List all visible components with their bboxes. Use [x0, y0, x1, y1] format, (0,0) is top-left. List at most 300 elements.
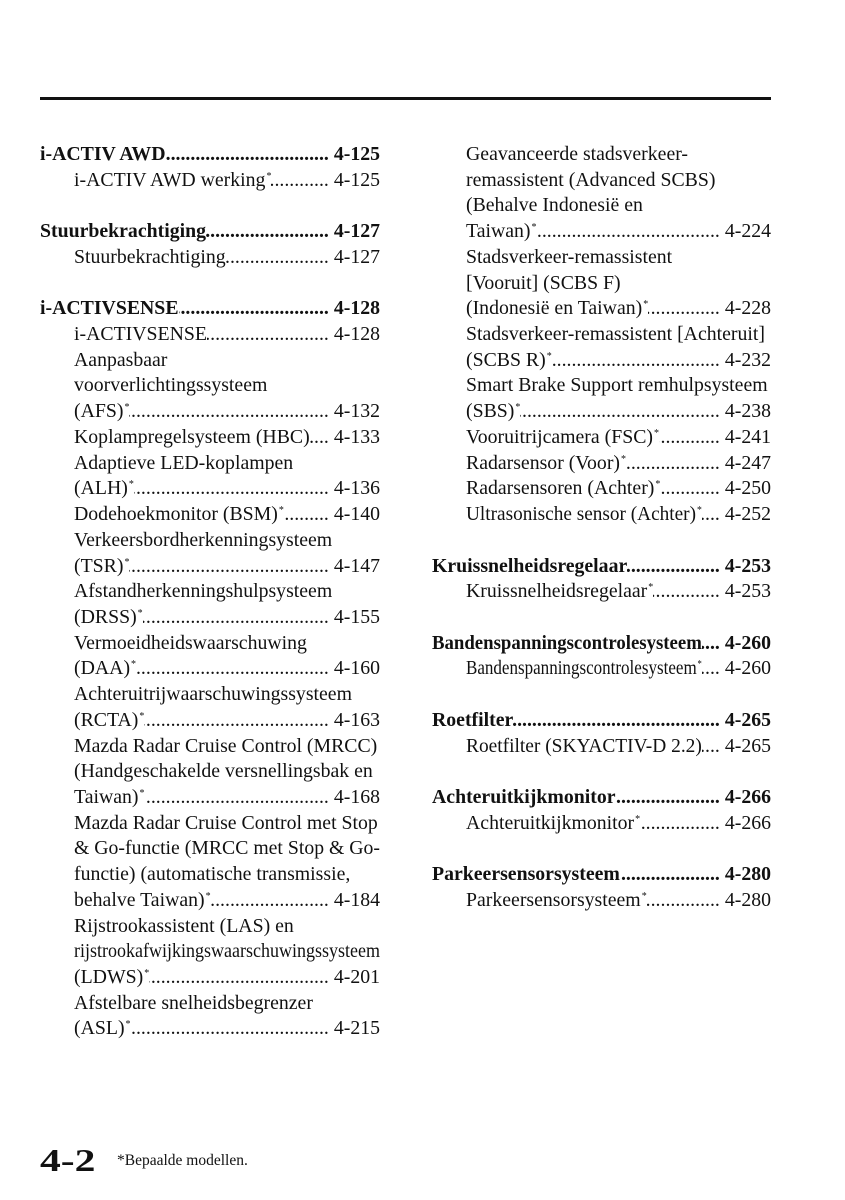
footnote-asterisk: * [655, 479, 661, 491]
entry-text: i-ACTIVSENSE [74, 323, 207, 346]
section-title-box [432, 554, 627, 580]
entry-text-box [466, 734, 702, 760]
section-page-number: 4-280 [724, 863, 771, 886]
section-title-group [432, 862, 620, 888]
entry-text: Stadsverkeer-remassistent [Achteruit] [466, 323, 765, 346]
entry-text-group [74, 811, 378, 837]
entry-text: Roetfilter (SKYACTIV-D 2.2) [466, 734, 702, 757]
entry-text: Dodehoekmonitor (BSM) [74, 503, 278, 526]
toc-section-heading [432, 554, 771, 580]
entry-text-group [466, 888, 647, 914]
entry-text: (Indonesië en Taiwan) [466, 297, 643, 320]
entry-text-box [74, 811, 378, 837]
entry-page-number: 4-132 [333, 400, 380, 423]
entry-text: Afstelbare snelheidsbegrenzer [74, 991, 313, 1014]
toc-entry-line [466, 888, 771, 914]
entry-text-group [74, 1016, 131, 1042]
footnote-text: *Bepaalde modellen. [117, 1152, 248, 1169]
toc-entry [74, 914, 380, 991]
toc-entry-line [466, 168, 771, 194]
toc-section-heading [40, 219, 380, 245]
dot-leader [134, 476, 329, 502]
toc-section [432, 554, 771, 605]
entry-page-number: 4-280 [724, 888, 771, 911]
entry-text-box [466, 888, 647, 914]
toc-entry-line [74, 605, 380, 631]
toc-entry-line [466, 425, 771, 451]
entry-text-group [74, 939, 380, 965]
entry-text-group [74, 373, 267, 399]
section-title-group [432, 631, 702, 657]
dot-leader [702, 734, 720, 760]
section-title-box [432, 785, 616, 811]
entry-text-box [466, 425, 659, 451]
toc-entry-line [466, 271, 771, 297]
toc-entry [74, 631, 380, 682]
dot-leader [620, 862, 720, 888]
dot-leader [513, 708, 720, 734]
entry-text: Mazda Radar Cruise Control met Stop [74, 811, 378, 834]
entry-text-group [74, 759, 373, 785]
toc-entry-line [74, 708, 380, 734]
entry-page-number: 4-241 [724, 425, 771, 448]
entry-text-box [74, 682, 352, 708]
entry-text: behalve Taiwan) [74, 888, 205, 911]
dot-leader [653, 579, 720, 605]
entry-text-box [466, 656, 702, 682]
footnote-asterisk: * [128, 479, 134, 491]
toc-entry-line [466, 373, 771, 399]
toc-entry [466, 502, 771, 528]
entry-text: functie) (automatische transmissie, [74, 863, 351, 886]
dot-leader [145, 785, 329, 811]
entry-text: Stuurbekrachtiging [74, 245, 226, 268]
entry-text-group [74, 991, 313, 1017]
toc-entry [74, 322, 380, 348]
entry-text: Kruissnelheidsregelaar [466, 580, 648, 603]
entry-text: Achteruitkijkmonitor [466, 811, 635, 834]
entry-text-box [466, 579, 653, 605]
toc-entry [466, 476, 771, 502]
dot-leader [226, 245, 329, 271]
entry-page-number: 4-155 [333, 605, 380, 628]
toc-section [40, 219, 380, 270]
entry-page-number: 4-265 [724, 734, 771, 757]
toc-entry [74, 348, 380, 425]
toc-entry-line [466, 579, 771, 605]
entry-text-group [74, 914, 294, 940]
entry-text-group [74, 451, 293, 477]
section-title: Stuurbekrachtiging [40, 220, 206, 243]
entry-text-box [466, 811, 640, 837]
entry-text-box [74, 914, 294, 940]
footnote-asterisk: * [124, 556, 130, 568]
entry-text-group [74, 656, 136, 682]
entry-text-box [74, 965, 149, 991]
entry-text-group [74, 476, 134, 502]
footnote-asterisk: * [124, 402, 130, 414]
entry-page-number: 4-238 [724, 400, 771, 423]
toc-entry [74, 425, 380, 451]
entry-text-box [74, 734, 377, 760]
toc-entry-line [74, 502, 380, 528]
toc-entry-line [74, 991, 380, 1017]
footnote-asterisk: * [266, 170, 272, 182]
entry-text-box [74, 862, 350, 888]
entry-text-group [74, 631, 307, 657]
entry-text-group [466, 502, 702, 528]
entry-text-group [466, 296, 648, 322]
section-page-number: 4-128 [333, 297, 380, 320]
entry-text-group [466, 811, 640, 837]
dot-leader [271, 168, 328, 194]
toc-entry-line [74, 656, 380, 682]
dot-leader [702, 656, 720, 682]
footnote-asterisk: * [643, 299, 649, 311]
entry-text-group [74, 708, 144, 734]
toc-section-heading [432, 862, 771, 888]
entry-text: Stadsverkeer-remassistent [466, 245, 673, 268]
toc-entry-line [466, 245, 771, 271]
toc-entry-line [74, 168, 380, 194]
toc-entry-line [74, 399, 380, 425]
entry-page-number: 4-160 [333, 657, 380, 680]
entry-page-number: 4-260 [724, 657, 771, 680]
page-number: 4-2 [40, 1142, 96, 1178]
toc-entry-line [466, 811, 771, 837]
toc-section [40, 296, 380, 1042]
entry-text-box [74, 348, 167, 374]
dot-leader [616, 785, 720, 811]
entry-text: Mazda Radar Cruise Control (MRCC) [74, 734, 378, 757]
toc-entry-line [466, 296, 771, 322]
toc-entry-line [74, 348, 380, 374]
entry-text-box [74, 656, 136, 682]
entry-page-number: 4-232 [724, 348, 771, 371]
entry-text-group [466, 579, 653, 605]
entry-page-number: 4-228 [724, 297, 771, 320]
dot-leader [627, 554, 720, 580]
section-title-group [40, 219, 206, 245]
toc-entry [466, 734, 771, 760]
toc-section [432, 631, 771, 682]
toc-section-heading [432, 785, 771, 811]
entry-text-group [74, 554, 129, 580]
section-title: Kruissnelheidsregelaar [432, 554, 628, 577]
dot-leader [702, 502, 720, 528]
entry-text: remassistent (Advanced SCBS) [466, 168, 716, 191]
entry-text-box [74, 1016, 131, 1042]
entry-text-group [74, 862, 350, 888]
entry-text-box [466, 348, 552, 374]
entry-text-group [74, 836, 380, 862]
entry-text-box [74, 605, 143, 631]
entry-text: (Handgeschakelde versnellingsbak en [74, 760, 373, 783]
entry-text-box [74, 939, 380, 965]
footnote-asterisk: * [697, 659, 702, 671]
entry-text-group [74, 399, 129, 425]
entry-text-box [466, 193, 643, 219]
section-page-number: 4-125 [333, 143, 380, 165]
toc-entry-line [74, 451, 380, 477]
toc-entry [74, 991, 380, 1042]
toc-section-heading [40, 142, 380, 168]
dot-leader [640, 811, 720, 837]
section-page-number: 4-266 [724, 785, 771, 808]
entry-text: (AFS) [74, 400, 124, 423]
footnote-asterisk: * [131, 659, 137, 671]
section-title-box [432, 862, 620, 888]
entry-text-box [466, 502, 702, 528]
entry-text-group [74, 579, 332, 605]
entry-text-group [74, 965, 149, 991]
entry-text-group [74, 348, 167, 374]
footnote-asterisk: * [641, 890, 647, 902]
toc-entry-line [74, 939, 380, 965]
section-title: i-ACTIV AWD [40, 143, 166, 165]
entry-page-number: 4-133 [333, 425, 380, 448]
section-title: i-ACTIVSENSE [40, 297, 179, 320]
entry-text: (SBS) [466, 400, 515, 423]
footnote-asterisk: * [205, 890, 211, 902]
toc-entry-line [74, 759, 380, 785]
entry-text-box [74, 579, 332, 605]
toc-column-right [432, 142, 771, 914]
entry-text-box [466, 322, 765, 348]
entry-text: (SCBS R) [466, 348, 546, 371]
entry-text-group [466, 193, 643, 219]
entry-page-number: 4-163 [333, 708, 380, 731]
toc-entry [74, 811, 380, 914]
toc-entry [74, 528, 380, 579]
dot-leader [206, 219, 329, 245]
footnote-asterisk: * [621, 453, 626, 465]
entry-text-box [74, 785, 145, 811]
toc-entry-line [74, 631, 380, 657]
dot-leader [131, 1016, 329, 1042]
section-title-group [432, 708, 513, 734]
dot-leader [702, 631, 720, 657]
entry-text-box [466, 451, 626, 477]
footnote-asterisk: * [696, 505, 702, 517]
toc-entry-line [74, 579, 380, 605]
toc-entry-line [74, 914, 380, 940]
entry-text-box [74, 451, 293, 477]
toc-entry-line [74, 322, 380, 348]
toc-entry [74, 579, 380, 630]
section-title: Bandenspanningscontrolesysteem [432, 631, 702, 654]
footnote-asterisk: * [635, 813, 641, 825]
entry-text-box [74, 991, 313, 1017]
entry-text: Vermoeidheidswaarschuwing [74, 631, 307, 654]
entry-text: (ASL) [74, 1017, 125, 1040]
toc-entry-line [74, 528, 380, 554]
section-title-group [432, 554, 627, 580]
entry-text: Taiwan) [466, 220, 531, 243]
dot-leader [207, 322, 329, 348]
toc-section-heading [40, 296, 380, 322]
dot-leader [537, 219, 720, 245]
toc-entry-line [466, 656, 771, 682]
toc-entry [466, 245, 771, 322]
toc-entry-line [466, 219, 771, 245]
entry-text-group [466, 271, 621, 297]
toc-entry-line [74, 836, 380, 862]
entry-text: rijstrookafwijkingswaarschuwingssysteem [74, 940, 380, 963]
toc-entry [466, 425, 771, 451]
dot-leader [166, 142, 329, 168]
footnote-asterisk: * [531, 222, 537, 234]
toc-entry-line [74, 1016, 380, 1042]
dot-leader [129, 399, 328, 425]
toc-entry-line [74, 245, 380, 271]
footnote-asterisk: * [137, 607, 143, 619]
entry-text-group [74, 785, 145, 811]
entry-page-number: 4-201 [333, 966, 380, 988]
entry-page-number: 4-224 [724, 220, 771, 243]
entry-text: Bandenspanningscontrolesysteem [466, 657, 697, 680]
entry-page-number: 4-168 [333, 785, 380, 808]
entry-text-group [74, 528, 332, 554]
entry-text-group [466, 322, 765, 348]
toc-entry-line [74, 476, 380, 502]
toc-entry [466, 656, 771, 682]
entry-page-number: 4-125 [333, 168, 380, 191]
section-title-group [432, 785, 616, 811]
entry-page-number: 4-247 [724, 451, 771, 474]
entry-text-group [466, 245, 672, 271]
entry-text: & Go-functie (MRCC met Stop & Go- [74, 837, 380, 860]
entry-text-group [74, 245, 226, 271]
entry-text-box [466, 219, 537, 245]
toc-entry [466, 811, 771, 837]
entry-text-group [74, 888, 211, 914]
entry-text-group [466, 734, 702, 760]
footnote-asterisk: * [139, 787, 145, 799]
entry-text-box [74, 836, 380, 862]
entry-text: Koplampregelsysteem (HBC) [74, 425, 310, 448]
entry-text-group [466, 476, 660, 502]
entry-text: (TSR) [74, 554, 124, 577]
entry-text: Radarsensoren (Achter) [466, 477, 655, 500]
entry-text-box [466, 296, 648, 322]
dot-leader [211, 888, 329, 914]
entry-page-number: 4-253 [724, 580, 771, 603]
toc-entry-line [74, 682, 380, 708]
dot-leader [552, 348, 720, 374]
entry-text-box [74, 528, 332, 554]
entry-page-number: 4-215 [333, 1017, 380, 1040]
entry-text: (ALH) [74, 477, 128, 500]
dot-leader [143, 605, 329, 631]
entry-page-number: 4-147 [333, 554, 380, 577]
entry-text: voorverlichtingssysteem [74, 374, 268, 397]
entry-text-box [74, 425, 310, 451]
toc-entry-line [74, 862, 380, 888]
section-title: Roetfilter [432, 708, 514, 731]
toc-entry [74, 682, 380, 733]
toc-entry-line [74, 734, 380, 760]
entry-text: (RCTA) [74, 708, 139, 731]
entry-text: (Behalve Indonesië en [466, 194, 643, 217]
dot-leader [149, 965, 329, 991]
footnote-asterisk: * [653, 427, 659, 439]
dot-leader [647, 888, 720, 914]
entry-text: Verkeersbordherkenningsysteem [74, 528, 333, 551]
dot-leader [129, 554, 328, 580]
dot-leader [179, 296, 329, 322]
toc-entry-line [74, 425, 380, 451]
entry-page-number: 4-136 [333, 477, 380, 500]
section-title-box [40, 142, 166, 168]
entry-text-group [74, 502, 284, 528]
entry-text: Achteruitrijwaarschuwingssysteem [74, 683, 352, 706]
entry-text: Geavanceerde stadsverkeer- [466, 143, 688, 165]
entry-text: [Vooruit] (SCBS F) [466, 271, 621, 294]
entry-text-box [466, 476, 660, 502]
entry-text-group [466, 656, 702, 682]
entry-text-box [74, 759, 373, 785]
entry-text-box [74, 322, 207, 348]
entry-text: Rijstrookassistent (LAS) en [74, 914, 294, 937]
toc-section-heading [432, 708, 771, 734]
toc-entry-line [466, 734, 771, 760]
dot-leader [648, 296, 720, 322]
toc-entry-line [466, 451, 771, 477]
entry-page-number: 4-140 [333, 503, 380, 526]
entry-text-box [74, 373, 267, 399]
entry-text: Parkeersensorsysteem [466, 888, 641, 911]
section-title-box [40, 219, 206, 245]
entry-text: Ultrasonische sensor (Achter) [466, 503, 697, 526]
dot-leader [310, 425, 329, 451]
toc-entry-line [466, 322, 771, 348]
footnote-asterisk: * [648, 582, 654, 594]
footnote-asterisk: * [278, 505, 284, 517]
toc-entry [74, 734, 380, 811]
entry-text-group [466, 168, 715, 194]
toc-entry-line [74, 888, 380, 914]
entry-text-group [74, 425, 310, 451]
entry-text-box [74, 502, 284, 528]
toc-entry [74, 245, 380, 271]
entry-text: Afstandherkenningshulpsysteem [74, 580, 333, 603]
entry-text-box [466, 142, 688, 168]
entry-text-box [74, 554, 129, 580]
section-page-number: 4-253 [724, 554, 771, 577]
toc-entry-line [74, 965, 380, 991]
entry-text-group [74, 605, 143, 631]
entry-text-box [466, 245, 672, 271]
entry-text-box [466, 399, 520, 425]
entry-text-group [466, 451, 626, 477]
toc-column-left [40, 142, 380, 1042]
entry-text-box [74, 888, 211, 914]
entry-text: Adaptieve LED-koplampen [74, 451, 294, 474]
footnote-asterisk: * [144, 968, 150, 979]
section-title-box [432, 631, 702, 657]
entry-text-box [466, 271, 621, 297]
section-title-group [40, 142, 166, 168]
toc-section-heading [432, 631, 771, 657]
entry-text: (LDWS) [74, 966, 144, 988]
entry-page-number: 4-250 [724, 477, 771, 500]
entry-text-group [466, 219, 537, 245]
entry-text-group [466, 399, 520, 425]
entry-page-number: 4-127 [333, 245, 380, 268]
entry-text-box [466, 373, 768, 399]
entry-text-group [466, 425, 659, 451]
